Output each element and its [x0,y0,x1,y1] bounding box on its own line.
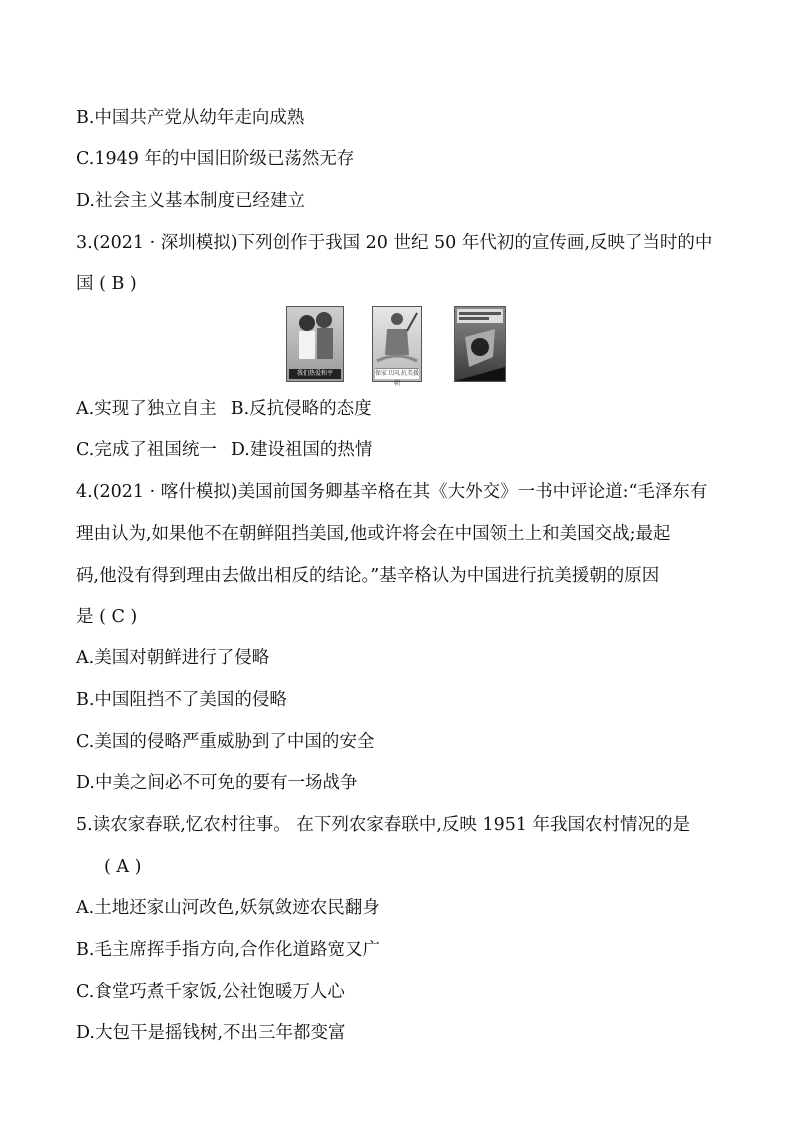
question-4-stem-line-2: 理由认为,如果他不在朝鲜阻挡美国,他或许将会在中国领土上和美国交战;最起 [76,524,671,544]
option-d-q3: D.建设祖国的热情 [230,440,373,460]
option-b-q5: B.毛主席挥手指方向,合作化道路宽又广 [76,940,380,960]
poster-crowd-image [454,306,506,382]
question-4-stem-line-1: 4.(2021 · 喀什模拟)美国前国务卿基辛格在其《大外交》一书中评论道:“毛泽东有 [76,482,708,502]
question-3-answer: 国 ( B ) [76,274,137,294]
children-figure-icon [287,307,343,367]
crowd-figure-icon [455,307,505,381]
option-c-q2: C.1949 年的中国旧阶级已荡然无存 [76,149,355,169]
propaganda-posters [286,306,508,387]
question-3-options-cd [76,438,372,462]
option-b-q4: B.中国阻挡不了美国的侵略 [76,690,287,710]
soldier-figure-icon [373,307,421,367]
question-3-options-ab [76,397,372,421]
option-d-q4: D.中美之间必不可免的要有一场战争 [76,773,358,793]
option-c-q3: C.完成了祖国统一 [76,440,217,460]
option-d-q2: D.社会主义基本制度已经建立 [76,191,305,211]
question-5-stem: 5.读农家春联,忆农村往事。 在下列农家春联中,反映 1951 年我国农村情况的是 [76,815,691,835]
poster-children-peace-image [286,306,344,382]
poster-1-caption: 我们热爱和平 [289,369,341,379]
poster-2-caption: 保家卫国,抗美援朝 [375,370,419,387]
option-d-q5: D.大包干是摇钱树,不出三年都变富 [76,1023,346,1043]
option-b-q3: B.反抗侵略的态度 [230,399,372,419]
question-3-stem: 3.(2021 · 深圳模拟)下列创作于我国 20 世纪 50 年代初的宣传画,反映了当时的中 [76,233,713,253]
option-c-q5: C.食堂巧煮千家饭,公社饱暖万人心 [76,982,345,1002]
poster-soldier-image [372,306,422,387]
question-5-answer: ( A ) [104,857,142,877]
question-4-answer: 是 ( C ) [76,607,138,627]
option-a-q5: A.土地还家山河改色,妖氛敛迹农民翻身 [76,898,380,918]
option-a-q4: A.美国对朝鲜进行了侵略 [76,648,270,668]
option-b-q2: B.中国共产党从幼年走向成熟 [76,108,305,128]
option-a-q3: A.实现了独立自主 [76,399,217,419]
question-4-stem-line-3: 码,他没有得到理由去做出相反的结论。”基辛格认为中国进行抗美援朝的原因 [76,566,660,586]
option-c-q4: C.美国的侵略严重威胁到了中国的安全 [76,732,375,752]
